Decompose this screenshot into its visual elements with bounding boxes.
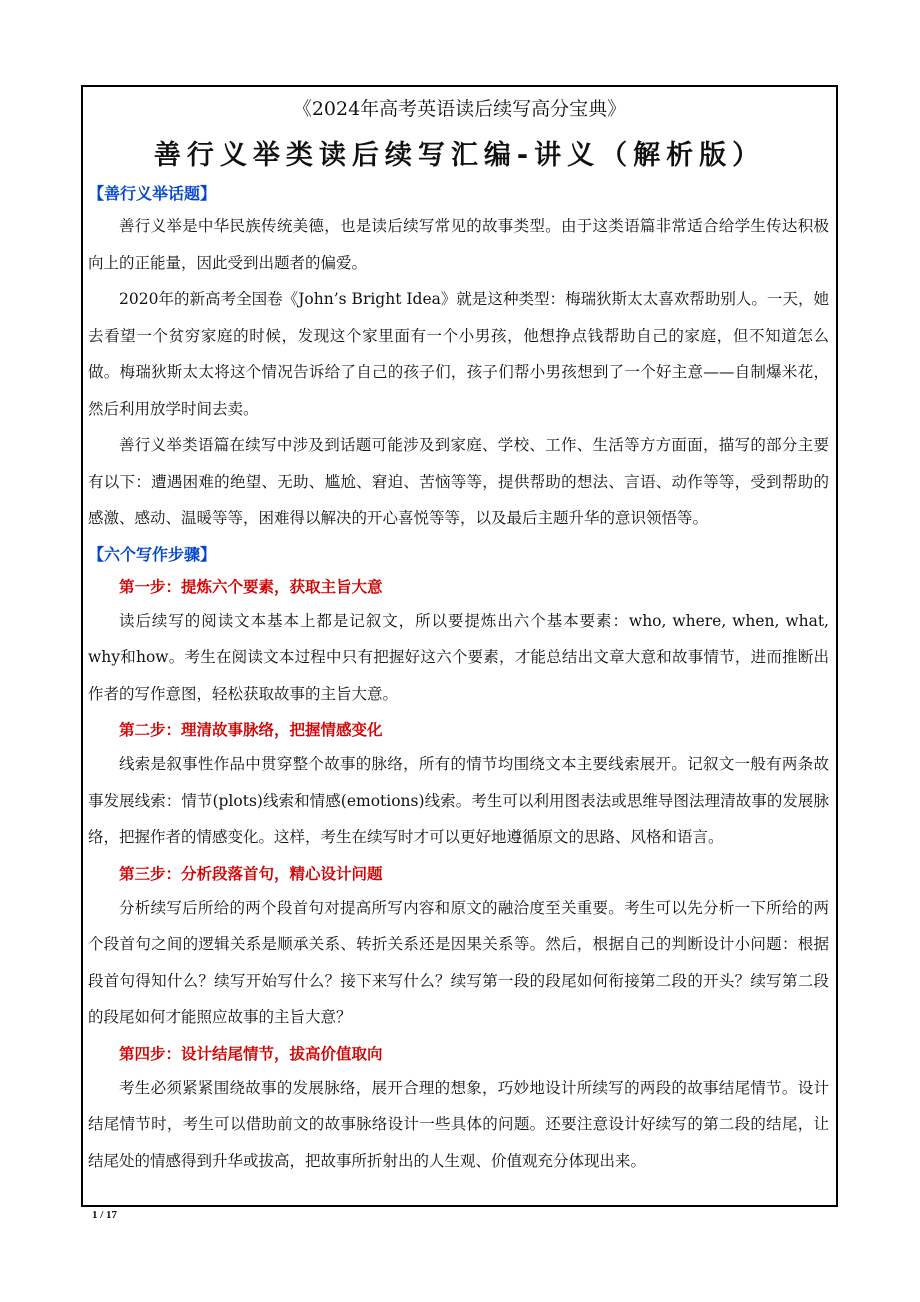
section-heading-topic: 【善行义举话题】 (88, 184, 217, 203)
step-4-text: 考生必须紧紧围绕故事的发展脉络，展开合理的想象，巧妙地设计所续写的两段的故事结尾情节。设计结尾情节时，考生可以借助前文的故事脉络设计一些具体的问题。还要注意设计好续写的第二段的结尾，让结尾处的情感得到升华或拔高，把故事所折射出的人生观、价值观充分体现出来。 (88, 1078, 829, 1170)
step-1-text: 读后续写的阅读文本基本上都是记叙文，所以要提炼出六个基本要素：who, where, when, what, why和how。考生在阅读文本过程中只有把握好这六个要素，才能总结出文章大意和故事情节，进而推断出作者的写作意图，轻松获取故事的主旨大意。 (88, 611, 829, 703)
step-1-heading: 第一步：提炼六个要素，获取主旨大意 (119, 577, 383, 596)
page-content (88, 92, 831, 1179)
book-title: 《2024年高考英语读后续写高分宝典》 (292, 98, 627, 120)
step-3-text: 分析续写后所给的两个段首句对提高所写内容和原文的融洽度至关重要。考生可以先分析一下所给的两个段首句之间的逻辑关系是顺承关系、转折关系还是因果关系等。然后，根据自己的判断设计小问题：根据段首句得知什么？续写开始写什么？接下来写什么？续写第一段的段尾如何衔接第二段的开头？续写第二段的段尾如何才能照应故事的主旨大意？ (88, 898, 829, 1026)
paragraph: 2020年的新高考全国卷《John’s Bright Idea》就是这种类型：梅瑞狄斯太太喜欢帮助别人。一天，她去看望一个贫穷家庭的时候，发现这个家里面有一个小男孩，他想挣点钱帮助自己的家庭，但不知道怎么做。梅瑞狄斯太太将这个情况告诉给了自己的孩子们，孩子们帮小男孩想到了一个好主意——自制爆米花，然后利用放学时间去卖。 (88, 290, 829, 418)
paragraph: 善行义举是中华民族传统美德，也是读后续写常见的故事类型。由于这类语篇非常适合给学生传达积极向上的正能量，因此受到出题者的偏爱。 (88, 217, 829, 272)
step-2-text: 线索是叙事性作品中贯穿整个故事的脉络，所有的情节均围绕文本主要线索展开。记叙文一般有两条故事发展线索：情节(plots)线索和情感(emotions)线索。考生可以利用图表法或思维导图法理清故事的发展脉络，把握作者的情感变化。这样，考生在续写时才可以更好地遵循原文的思路、风格和语言。 (88, 755, 829, 846)
step-4-heading: 第四步：设计结尾情节，拔高价值取向 (119, 1044, 383, 1063)
section-heading-steps: 【六个写作步骤】 (88, 544, 217, 564)
page-number: 1 / 17 (92, 1209, 118, 1221)
page-title: 善行义举类读后续写汇编-讲义（解析版） (153, 140, 766, 171)
paragraph: 善行义举类语篇在续写中涉及到话题可能涉及到家庭、学校、工作、生活等方方面面，描写的部分主要有以下：遭遇困难的绝望、无助、尴尬、窘迫、苦恼等等，提供帮助的想法、言语、动作等等，受到帮助的感激、感动、温暖等等，困难得以解决的开心喜悦等等，以及最后主题升华的意识领悟等。 (88, 436, 829, 527)
step-2-heading: 第二步：理清故事脉络，把握情感变化 (119, 721, 383, 739)
step-3-heading: 第三步：分析段落首句，精心设计问题 (119, 864, 383, 883)
